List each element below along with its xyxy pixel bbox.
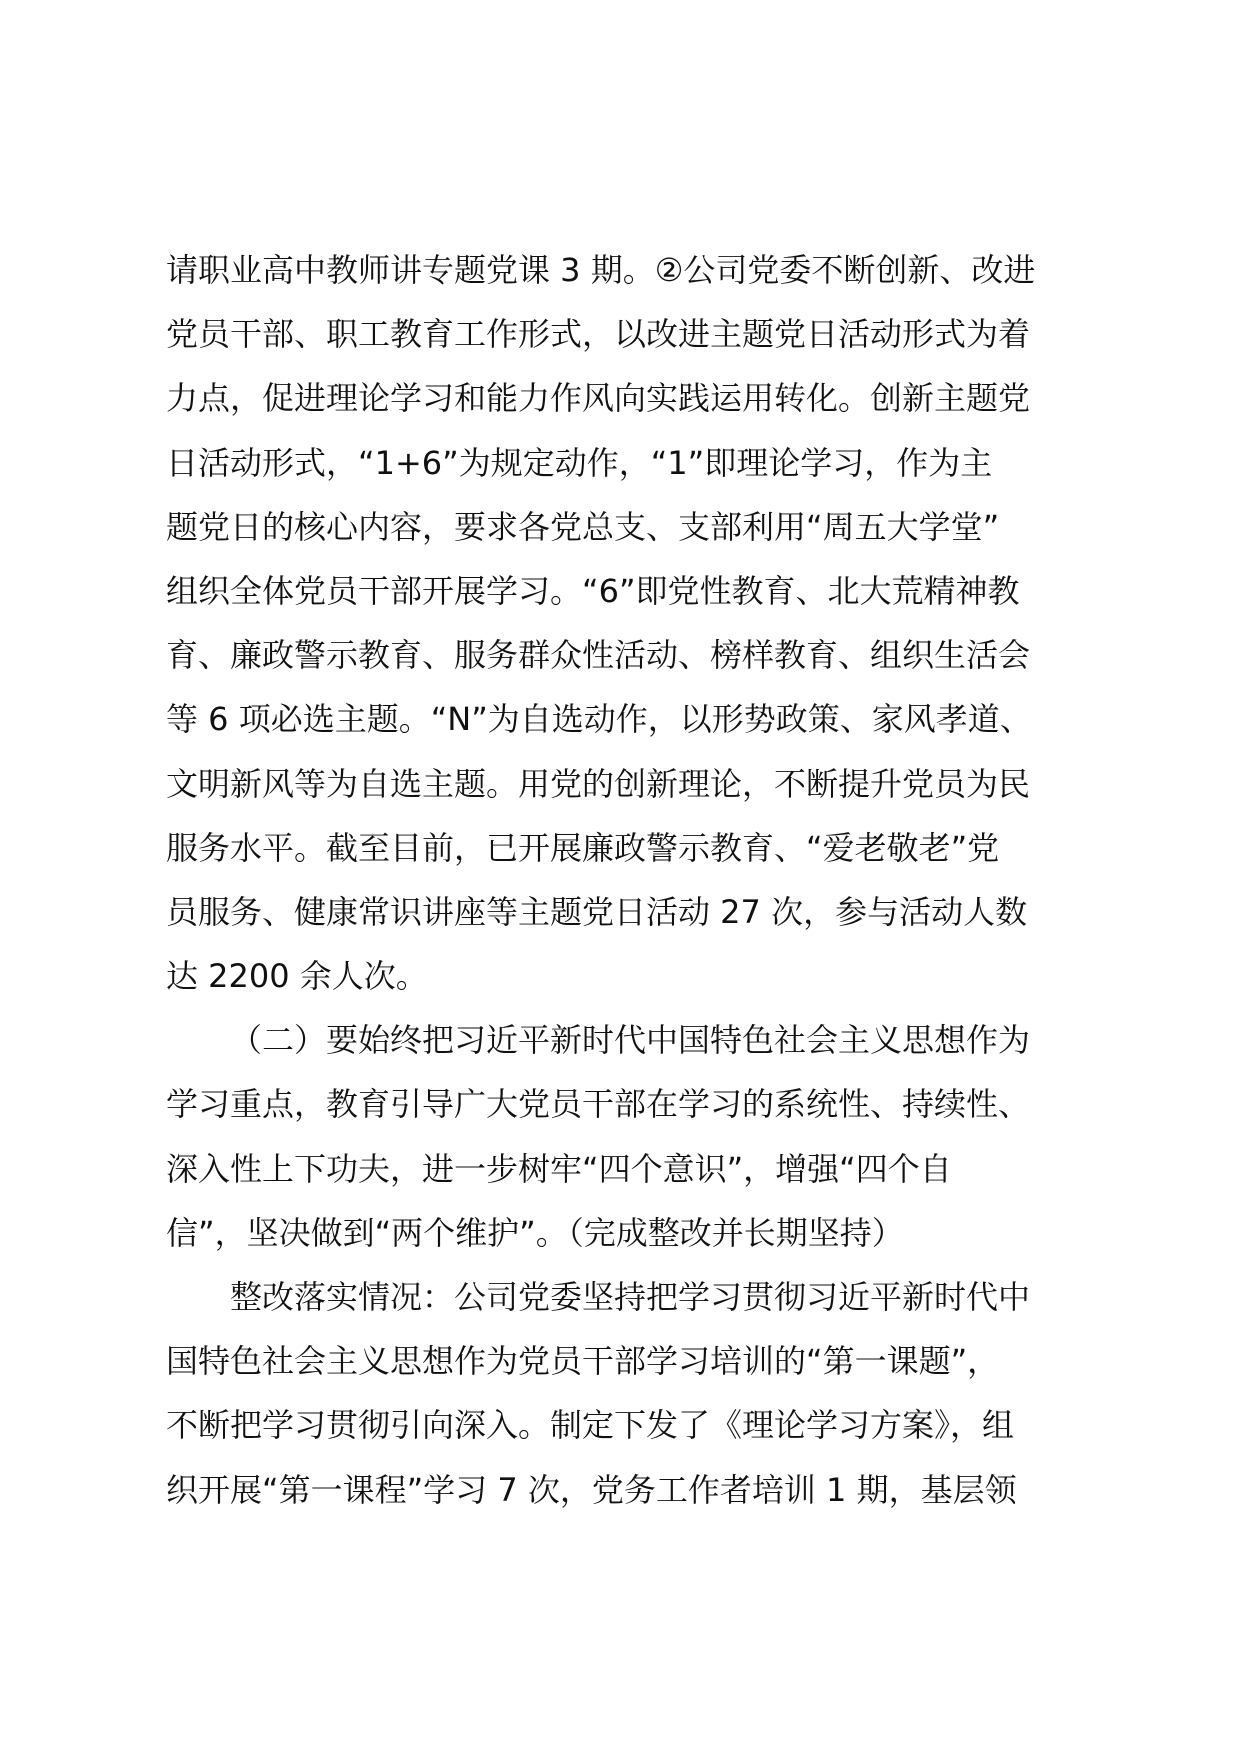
text-line: 国特色社会主义思想作为党员干部学习培训的“第一课题”，	[166, 1342, 1000, 1381]
text-line: 力点，促进理论学习和能力作风向实践运用转化。创新主题党	[166, 379, 1031, 418]
text-line: 日活动形式，“1+6”为规定动作，“1”即理论学习，作为主	[166, 443, 993, 482]
paragraph-start-line: 整改落实情况：公司党委坚持把学习贯彻习近平新时代中	[230, 1278, 1031, 1316]
section-heading-line: （二）要始终把习近平新时代中国特色社会主义思想作为	[230, 1021, 1031, 1060]
text-line: 题党日的核心内容，要求各党总支、支部利用“周五大学堂”	[166, 507, 1000, 546]
text-line: 党员干部、职工教育工作形式，以改进主题党日活动形式为着	[166, 315, 1031, 354]
text-line: 员服务、健康常识讲座等主题党日活动 27 次，参与活动人数	[166, 892, 1028, 931]
text-line: 组织全体党员干部开展学习。“6”即党性教育、北大荒精神教	[166, 571, 1020, 610]
text-line: 不断把学习贯彻引向深入。制定下发了《理论学习方案》，组	[166, 1406, 1015, 1445]
text-line: 等 6 项必选主题。“N”为自选动作，以形势政策、家风孝道、	[166, 700, 1032, 739]
text-line: 服务水平。截至目前，已开展廉政警示教育、“爱老敬老”党	[166, 828, 1000, 867]
text-line: 请职业高中教师讲专题党课 3 期。②公司党委不断创新、改进	[166, 251, 1036, 289]
text-line: 信”，坚决做到“两个维护”。（完成整改并长期坚持）	[166, 1213, 904, 1252]
text-line: 育、廉政警示教育、服务群众性活动、榜样教育、组织生活会	[166, 636, 1031, 675]
text-line: 深入性上下功夫，进一步树牢“四个意识”，增强“四个自	[166, 1149, 952, 1188]
text-line: 学习重点，教育引导广大党员干部在学习的系统性、持续性、	[166, 1085, 1031, 1124]
text-line: 达 2200 余人次。	[166, 957, 428, 996]
text-line: 文明新风等为自选主题。用党的创新理论，不断提升党员为民	[166, 764, 1031, 803]
body-text	[166, 238, 1086, 1522]
text-line: 织开展“第一课程”学习 7 次，党务工作者培训 1 期，基层领	[166, 1470, 1017, 1509]
